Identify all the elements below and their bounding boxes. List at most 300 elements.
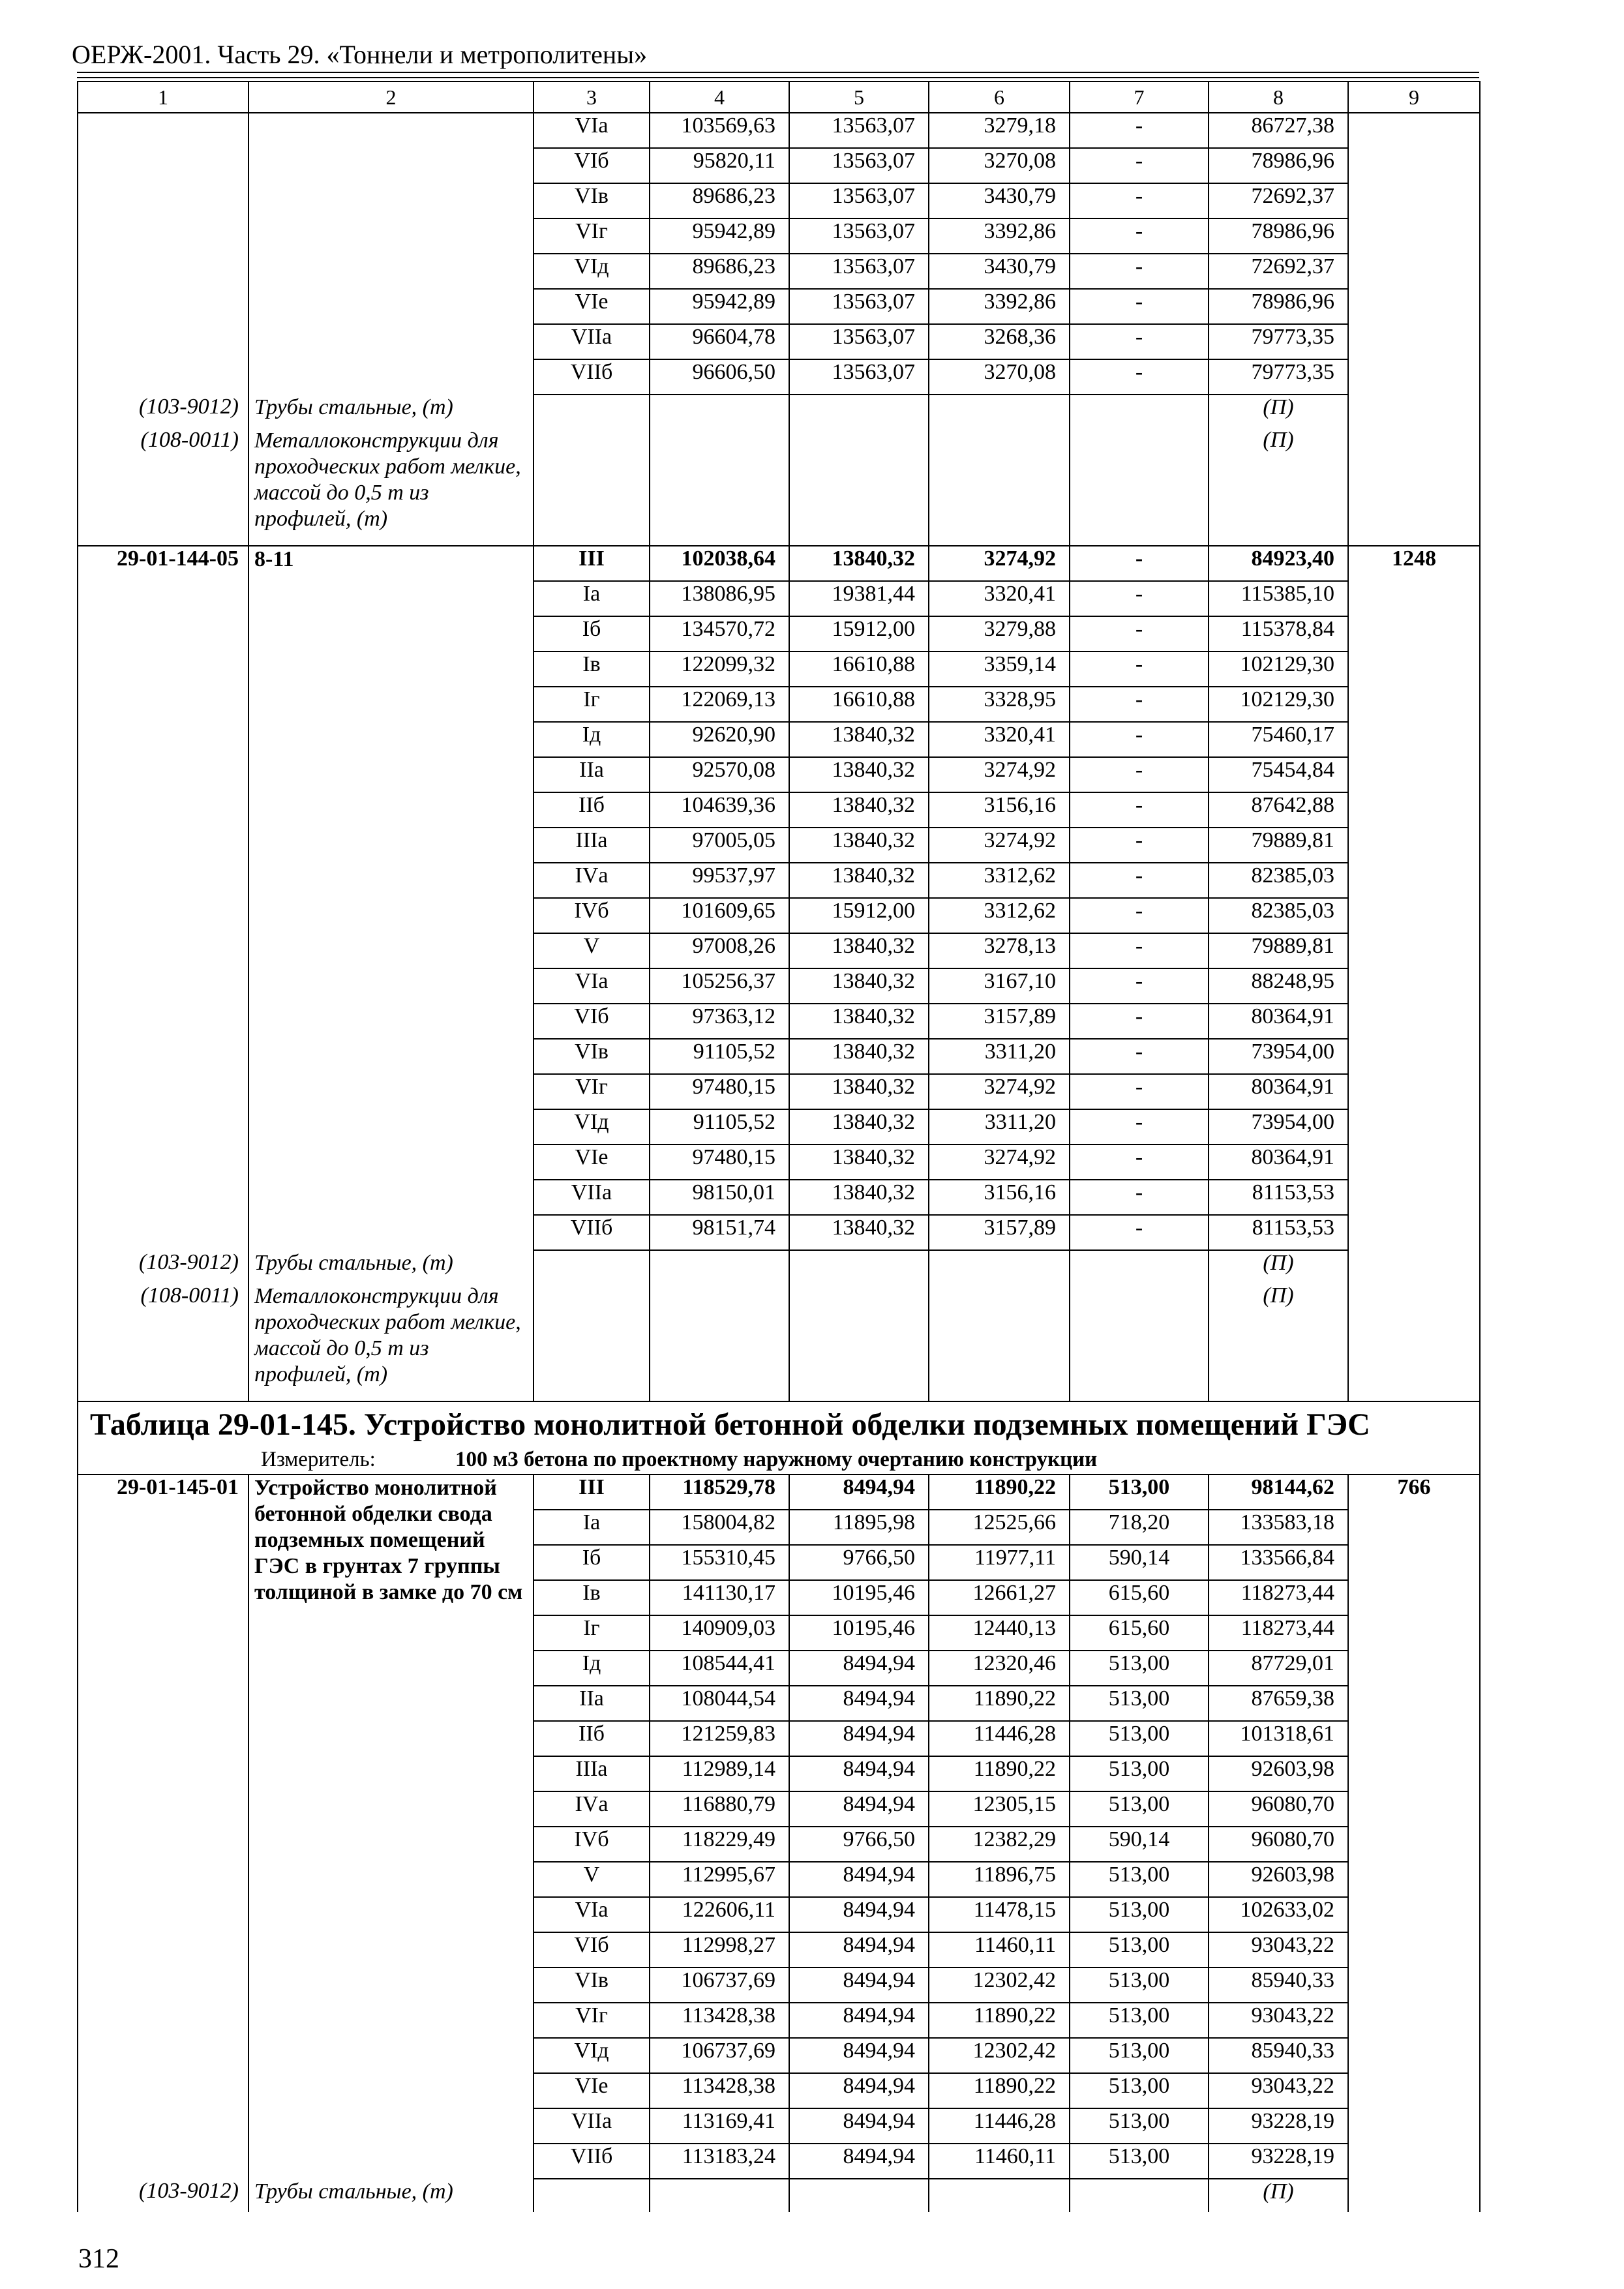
- area-code: VIв: [534, 1967, 650, 2003]
- value-cell: 590,14: [1070, 1827, 1209, 1862]
- value-cell: 615,60: [1070, 1580, 1209, 1615]
- value-cell: -: [1070, 722, 1209, 757]
- area-code: VIIа: [534, 324, 650, 359]
- value-cell: 8494,94: [789, 1791, 929, 1827]
- column-number: 3: [534, 82, 650, 113]
- value-cell: -: [1070, 1074, 1209, 1109]
- material-row: [78, 428, 1480, 546]
- value-cell: 13840,32: [789, 1180, 929, 1215]
- value-cell: 93043,22: [1209, 1932, 1348, 1967]
- value-cell: -: [1070, 1039, 1209, 1074]
- area-code: Iа: [534, 1510, 650, 1545]
- value-cell: 95942,89: [650, 218, 789, 254]
- value-cell: 11977,11: [929, 1545, 1070, 1580]
- blank-cell: [929, 428, 1070, 546]
- value-cell: 96606,50: [650, 359, 789, 395]
- value-cell: 97480,15: [650, 1074, 789, 1109]
- value-cell: 3268,36: [929, 324, 1070, 359]
- material-code: (103-9012): [78, 2179, 248, 2212]
- value-cell: -: [1070, 183, 1209, 218]
- value-cell: 10195,46: [789, 1615, 929, 1651]
- value-cell: 11460,11: [929, 2144, 1070, 2179]
- value-cell: 118229,49: [650, 1827, 789, 1862]
- area-code: VIд: [534, 254, 650, 289]
- material-code: (108-0011): [78, 1283, 248, 1401]
- area-code: V: [534, 933, 650, 968]
- value-cell: 3167,10: [929, 968, 1070, 1004]
- value-cell: 13840,32: [789, 1144, 929, 1180]
- area-code: VIа: [534, 968, 650, 1004]
- value-cell: 134570,72: [650, 616, 789, 651]
- value-cell: 98144,62: [1209, 1474, 1348, 1510]
- value-cell: 12382,29: [929, 1827, 1070, 1862]
- column-number: 7: [1070, 82, 1209, 113]
- value-cell: 96604,78: [650, 324, 789, 359]
- value-cell: 19381,44: [789, 581, 929, 616]
- value-cell: 102129,30: [1209, 651, 1348, 687]
- area-code: IVа: [534, 863, 650, 898]
- unit-value: 100 м3 бетона по проектному наружному очертанию конструкции: [455, 1448, 1098, 1471]
- value-cell: 3270,08: [929, 148, 1070, 183]
- value-cell: 3274,92: [929, 828, 1070, 863]
- area-code: VIе: [534, 2073, 650, 2108]
- area-code: IIа: [534, 757, 650, 792]
- table-unit: [90, 1446, 1467, 1473]
- rate-code: 29-01-145-01: [78, 1474, 248, 2179]
- value-cell: 9766,50: [789, 1545, 929, 1580]
- value-cell: 13840,32: [789, 1004, 929, 1039]
- value-cell: -: [1070, 1109, 1209, 1144]
- value-cell: 11460,11: [929, 1932, 1070, 1967]
- area-code: IIб: [534, 792, 650, 828]
- area-code: IIIа: [534, 828, 650, 863]
- area-code: VIг: [534, 218, 650, 254]
- value-cell: 81153,53: [1209, 1215, 1348, 1250]
- material-price: (П): [1209, 1250, 1348, 1283]
- column-number: 1: [78, 82, 248, 113]
- value-cell: 513,00: [1070, 1932, 1209, 1967]
- value-cell: 108044,54: [650, 1686, 789, 1721]
- value-cell: 3430,79: [929, 254, 1070, 289]
- value-cell: 13563,07: [789, 289, 929, 324]
- value-cell: 99537,97: [650, 863, 789, 898]
- value-cell: 3320,41: [929, 722, 1070, 757]
- value-cell: 12661,27: [929, 1580, 1070, 1615]
- value-cell: 118273,44: [1209, 1615, 1348, 1651]
- value-cell: 13840,32: [789, 863, 929, 898]
- value-cell: 138086,95: [650, 581, 789, 616]
- value-cell: 79773,35: [1209, 324, 1348, 359]
- value-cell: 513,00: [1070, 2108, 1209, 2144]
- value-cell: 13840,32: [789, 1074, 929, 1109]
- value-cell: 79889,81: [1209, 933, 1348, 968]
- value-cell: 3311,20: [929, 1109, 1070, 1144]
- area-code: VIд: [534, 2038, 650, 2073]
- material-row: [78, 1250, 1480, 1283]
- value-cell: 16610,88: [789, 651, 929, 687]
- area-code: Iб: [534, 616, 650, 651]
- value-cell: 513,00: [1070, 1862, 1209, 1897]
- material-row: [78, 2179, 1480, 2212]
- value-cell: -: [1070, 1180, 1209, 1215]
- value-cell: 121259,83: [650, 1721, 789, 1756]
- value-cell: 11478,15: [929, 1897, 1070, 1932]
- value-cell: 513,00: [1070, 2144, 1209, 2179]
- value-cell: 80364,91: [1209, 1004, 1348, 1039]
- value-cell: 112995,67: [650, 1862, 789, 1897]
- blank-cell: [1070, 428, 1209, 546]
- material-row: [78, 1283, 1480, 1401]
- value-cell: 13563,07: [789, 113, 929, 148]
- value-cell: 8494,94: [789, 2108, 929, 2144]
- area-code: III: [534, 1474, 650, 1510]
- page-header: ОЕРЖ-2001. Часть 29. «Тоннели и метрополитены»: [72, 40, 648, 69]
- area-code: VIд: [534, 1109, 650, 1144]
- value-cell: 112989,14: [650, 1756, 789, 1791]
- value-cell: 73954,00: [1209, 1039, 1348, 1074]
- value-cell: 87642,88: [1209, 792, 1348, 828]
- value-cell: 87659,38: [1209, 1686, 1348, 1721]
- area-code: Iг: [534, 1615, 650, 1651]
- value-cell: -: [1070, 651, 1209, 687]
- value-cell: 93228,19: [1209, 2108, 1348, 2144]
- value-cell: 15912,00: [789, 616, 929, 651]
- material-code: (108-0011): [78, 428, 248, 546]
- value-cell: 82385,03: [1209, 863, 1348, 898]
- value-cell: 8494,94: [789, 1967, 929, 2003]
- value-cell: 3270,08: [929, 359, 1070, 395]
- value-cell: 3430,79: [929, 183, 1070, 218]
- value-cell: 8494,94: [789, 2144, 929, 2179]
- labor-cost: 1248: [1348, 546, 1480, 1401]
- column-number: 4: [650, 82, 789, 113]
- value-cell: -: [1070, 968, 1209, 1004]
- blank-cell: [78, 113, 248, 395]
- value-cell: 3392,86: [929, 289, 1070, 324]
- value-cell: -: [1070, 324, 1209, 359]
- value-cell: 13563,07: [789, 148, 929, 183]
- value-cell: 106737,69: [650, 2038, 789, 2073]
- value-cell: 12525,66: [929, 1510, 1070, 1545]
- material-price: (П): [1209, 2179, 1348, 2212]
- value-cell: 513,00: [1070, 2038, 1209, 2073]
- area-code: Iд: [534, 722, 650, 757]
- value-cell: -: [1070, 113, 1209, 148]
- value-cell: 3274,92: [929, 757, 1070, 792]
- blank-cell: [929, 1250, 1070, 1283]
- value-cell: 11890,22: [929, 1756, 1070, 1791]
- value-cell: 3274,92: [929, 1144, 1070, 1180]
- value-cell: -: [1070, 933, 1209, 968]
- value-cell: 73954,00: [1209, 1109, 1348, 1144]
- value-cell: 513,00: [1070, 1474, 1209, 1510]
- table-row: [78, 1474, 1480, 1510]
- blank-cell: [650, 2179, 789, 2212]
- value-cell: 78986,96: [1209, 289, 1348, 324]
- area-code: VIе: [534, 289, 650, 324]
- value-cell: 86727,38: [1209, 113, 1348, 148]
- value-cell: 118273,44: [1209, 1580, 1348, 1615]
- value-cell: 718,20: [1070, 1510, 1209, 1545]
- value-cell: 95942,89: [650, 289, 789, 324]
- blank-cell: [650, 428, 789, 546]
- value-cell: 80364,91: [1209, 1074, 1348, 1109]
- value-cell: 513,00: [1070, 1686, 1209, 1721]
- value-cell: 11890,22: [929, 1474, 1070, 1510]
- value-cell: 101609,65: [650, 898, 789, 933]
- value-cell: 8494,94: [789, 1897, 929, 1932]
- value-cell: 92603,98: [1209, 1862, 1348, 1897]
- value-cell: 513,00: [1070, 1791, 1209, 1827]
- value-cell: 12440,13: [929, 1615, 1070, 1651]
- value-cell: 12302,42: [929, 1967, 1070, 2003]
- value-cell: 101318,61: [1209, 1721, 1348, 1756]
- value-cell: 75454,84: [1209, 757, 1348, 792]
- value-cell: 92620,90: [650, 722, 789, 757]
- material-name: Трубы стальные, (т): [248, 2179, 534, 2212]
- value-cell: 13563,07: [789, 183, 929, 218]
- value-cell: 11890,22: [929, 1686, 1070, 1721]
- value-cell: 13563,07: [789, 218, 929, 254]
- rates-table: [77, 81, 1481, 2212]
- blank-cell: [789, 1250, 929, 1283]
- value-cell: 513,00: [1070, 1721, 1209, 1756]
- value-cell: 3359,14: [929, 651, 1070, 687]
- blank-cell: [1070, 395, 1209, 428]
- area-code: VIIб: [534, 2144, 650, 2179]
- value-cell: 3328,95: [929, 687, 1070, 722]
- value-cell: 102129,30: [1209, 687, 1348, 722]
- value-cell: 513,00: [1070, 1756, 1209, 1791]
- value-cell: 103569,63: [650, 113, 789, 148]
- value-cell: 113428,38: [650, 2003, 789, 2038]
- blank-cell: [534, 428, 650, 546]
- value-cell: 513,00: [1070, 1651, 1209, 1686]
- value-cell: 3392,86: [929, 218, 1070, 254]
- value-cell: 108544,41: [650, 1651, 789, 1686]
- value-cell: 3156,16: [929, 1180, 1070, 1215]
- value-cell: 115385,10: [1209, 581, 1348, 616]
- value-cell: 13840,32: [789, 828, 929, 863]
- value-cell: 93043,22: [1209, 2003, 1348, 2038]
- value-cell: 13840,32: [789, 722, 929, 757]
- value-cell: 155310,45: [650, 1545, 789, 1580]
- value-cell: 113428,38: [650, 2073, 789, 2108]
- area-code: VIIб: [534, 359, 650, 395]
- value-cell: 3279,18: [929, 113, 1070, 148]
- value-cell: 12302,42: [929, 2038, 1070, 2073]
- blank-cell: [789, 395, 929, 428]
- unit-label: Измеритель:: [261, 1448, 376, 1471]
- blank-cell: [650, 1283, 789, 1401]
- value-cell: 8494,94: [789, 1651, 929, 1686]
- value-cell: 3278,13: [929, 933, 1070, 968]
- column-number: 9: [1348, 82, 1480, 113]
- header-rule-double: [77, 77, 1479, 78]
- value-cell: 80364,91: [1209, 1144, 1348, 1180]
- value-cell: 106737,69: [650, 1967, 789, 2003]
- blank-cell: [650, 395, 789, 428]
- value-cell: 113169,41: [650, 2108, 789, 2144]
- value-cell: 513,00: [1070, 2073, 1209, 2108]
- value-cell: 3274,92: [929, 546, 1070, 581]
- value-cell: -: [1070, 254, 1209, 289]
- blank-cell: [534, 1283, 650, 1401]
- value-cell: 97005,05: [650, 828, 789, 863]
- value-cell: 13563,07: [789, 324, 929, 359]
- value-cell: 85940,33: [1209, 2038, 1348, 2073]
- blank-cell: [534, 395, 650, 428]
- value-cell: 96080,70: [1209, 1827, 1348, 1862]
- value-cell: 115378,84: [1209, 616, 1348, 651]
- value-cell: 104639,36: [650, 792, 789, 828]
- value-cell: 11895,98: [789, 1510, 929, 1545]
- value-cell: -: [1070, 863, 1209, 898]
- value-cell: 13840,32: [789, 1109, 929, 1144]
- value-cell: 133566,84: [1209, 1545, 1348, 1580]
- column-number-row: [78, 82, 1480, 113]
- value-cell: 13840,32: [789, 933, 929, 968]
- value-cell: 13840,32: [789, 1039, 929, 1074]
- blank-cell: [248, 113, 534, 395]
- value-cell: 85940,33: [1209, 1967, 1348, 2003]
- value-cell: 513,00: [1070, 1897, 1209, 1932]
- value-cell: 12320,46: [929, 1651, 1070, 1686]
- column-number: 5: [789, 82, 929, 113]
- value-cell: -: [1070, 1004, 1209, 1039]
- value-cell: -: [1070, 1215, 1209, 1250]
- value-cell: 13840,32: [789, 1215, 929, 1250]
- value-cell: 13563,07: [789, 254, 929, 289]
- area-code: Iг: [534, 687, 650, 722]
- area-code: VIIа: [534, 1180, 650, 1215]
- area-code: IVб: [534, 898, 650, 933]
- value-cell: 16610,88: [789, 687, 929, 722]
- area-code: Iб: [534, 1545, 650, 1580]
- value-cell: 105256,37: [650, 968, 789, 1004]
- area-code: III: [534, 546, 650, 581]
- value-cell: 13840,32: [789, 792, 929, 828]
- value-cell: 113183,24: [650, 2144, 789, 2179]
- value-cell: 116880,79: [650, 1791, 789, 1827]
- column-number: 2: [248, 82, 534, 113]
- value-cell: 9766,50: [789, 1827, 929, 1862]
- value-cell: 158004,82: [650, 1510, 789, 1545]
- value-cell: 92570,08: [650, 757, 789, 792]
- value-cell: 122606,11: [650, 1897, 789, 1932]
- area-code: IIIа: [534, 1756, 650, 1791]
- blank-cell: [789, 2179, 929, 2212]
- value-cell: 8494,94: [789, 1686, 929, 1721]
- value-cell: -: [1070, 898, 1209, 933]
- area-code: IIа: [534, 1686, 650, 1721]
- value-cell: -: [1070, 828, 1209, 863]
- area-code: VIб: [534, 1932, 650, 1967]
- value-cell: 84923,40: [1209, 546, 1348, 581]
- area-code: IVб: [534, 1827, 650, 1862]
- value-cell: 98151,74: [650, 1215, 789, 1250]
- value-cell: 102038,64: [650, 546, 789, 581]
- value-cell: 79773,35: [1209, 359, 1348, 395]
- value-cell: 513,00: [1070, 2003, 1209, 2038]
- value-cell: -: [1070, 687, 1209, 722]
- value-cell: 79889,81: [1209, 828, 1348, 863]
- value-cell: 141130,17: [650, 1580, 789, 1615]
- value-cell: 75460,17: [1209, 722, 1348, 757]
- header-rule: [77, 72, 1479, 73]
- value-cell: 13840,32: [789, 546, 929, 581]
- value-cell: 3312,62: [929, 898, 1070, 933]
- value-cell: -: [1070, 546, 1209, 581]
- value-cell: 91105,52: [650, 1039, 789, 1074]
- value-cell: -: [1070, 218, 1209, 254]
- material-name: Металлоконструкции для проходческих работ мелкие, массой до 0,5 т из профилей, (т): [248, 428, 534, 546]
- area-code: IVа: [534, 1791, 650, 1827]
- value-cell: 8494,94: [789, 1474, 929, 1510]
- value-cell: 72692,37: [1209, 254, 1348, 289]
- value-cell: 97363,12: [650, 1004, 789, 1039]
- value-cell: 3157,89: [929, 1004, 1070, 1039]
- table-row: [78, 113, 1480, 148]
- rate-description: Устройство монолитной бетонной обделки свода подземных помещений ГЭС в грунтах 7 группы толщиной в замке до 70 см: [248, 1474, 534, 2179]
- value-cell: 133583,18: [1209, 1510, 1348, 1545]
- blank-cell: [1348, 113, 1480, 546]
- value-cell: 8494,94: [789, 1721, 929, 1756]
- value-cell: 122099,32: [650, 651, 789, 687]
- material-code: (103-9012): [78, 1250, 248, 1283]
- value-cell: 10195,46: [789, 1580, 929, 1615]
- value-cell: -: [1070, 581, 1209, 616]
- area-code: Iв: [534, 651, 650, 687]
- value-cell: 97480,15: [650, 1144, 789, 1180]
- value-cell: 98150,01: [650, 1180, 789, 1215]
- value-cell: -: [1070, 1144, 1209, 1180]
- value-cell: 3320,41: [929, 581, 1070, 616]
- area-code: IIб: [534, 1721, 650, 1756]
- blank-cell: [534, 1250, 650, 1283]
- area-code: VIIа: [534, 2108, 650, 2144]
- value-cell: 615,60: [1070, 1615, 1209, 1651]
- value-cell: 11890,22: [929, 2073, 1070, 2108]
- value-cell: 81153,53: [1209, 1180, 1348, 1215]
- value-cell: 13840,32: [789, 757, 929, 792]
- value-cell: 3156,16: [929, 792, 1070, 828]
- value-cell: 11890,22: [929, 2003, 1070, 2038]
- value-cell: 3279,88: [929, 616, 1070, 651]
- value-cell: 89686,23: [650, 183, 789, 218]
- area-code: Iв: [534, 1580, 650, 1615]
- value-cell: 8494,94: [789, 2038, 929, 2073]
- value-cell: -: [1070, 757, 1209, 792]
- value-cell: 12305,15: [929, 1791, 1070, 1827]
- value-cell: 95820,11: [650, 148, 789, 183]
- table-title: Таблица 29-01-145. Устройство монолитной бетонной обделки подземных помещений ГЭС: [90, 1407, 1370, 1442]
- rate-code: 29-01-144-05: [78, 546, 248, 1250]
- material-name: Трубы стальные, (т): [248, 1250, 534, 1283]
- value-cell: 91105,52: [650, 1109, 789, 1144]
- value-cell: 78986,96: [1209, 148, 1348, 183]
- value-cell: 140909,03: [650, 1615, 789, 1651]
- value-cell: -: [1070, 792, 1209, 828]
- value-cell: 3311,20: [929, 1039, 1070, 1074]
- material-name: Металлоконструкции для проходческих работ мелкие, массой до 0,5 т из профилей, (т): [248, 1283, 534, 1401]
- value-cell: 8494,94: [789, 1932, 929, 1967]
- value-cell: 122069,13: [650, 687, 789, 722]
- value-cell: 590,14: [1070, 1545, 1209, 1580]
- area-code: VIг: [534, 1074, 650, 1109]
- value-cell: 89686,23: [650, 254, 789, 289]
- material-price: (П): [1209, 395, 1348, 428]
